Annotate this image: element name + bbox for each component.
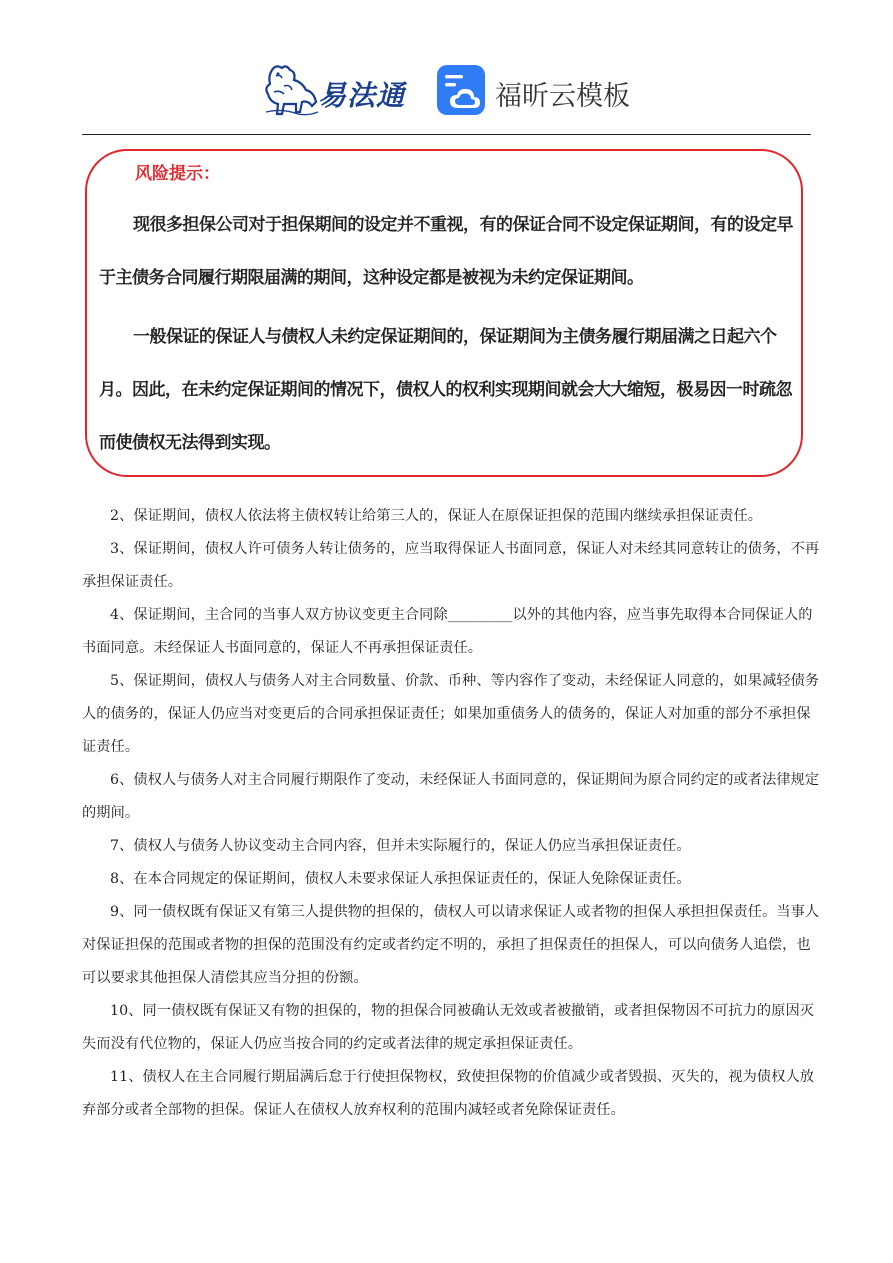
fuxin-brand-text: 福昕云模板 bbox=[495, 81, 630, 112]
risk-notice-title: 风险提示： bbox=[135, 164, 220, 184]
page-header bbox=[0, 58, 893, 122]
clause-2: 2、保证期间，债权人依法将主债权转让给第三人的，保证人在原保证担保的范围内继续承担保证责任。 bbox=[110, 508, 763, 524]
clause-9: 9、同一债权既有保证又有第三人提供物的担保的，债权人可以请求保证人或者物的担保人承担担保责任。当事人对保证担保的范围或者物的担保的范围没有约定或者约定不明的，承担了担保责任的担保人，可以向债务人追偿，也可以要求其他担保人清偿其应当分担的份额。 bbox=[82, 904, 820, 986]
risk-notice-paragraph: 一般保证的保证人与债权人未约定保证期间的，保证期间为主债务履行期届满之日起六个月。因此，在未约定保证期间的情况下，债权人的权利实现期间就会大大缩短，极易因一时疏忽而使债权无法得到实现。 bbox=[99, 327, 792, 453]
document-cloud-icon bbox=[436, 64, 486, 116]
contract-clauses bbox=[82, 500, 822, 1127]
risk-notice-paragraph: 现很多担保公司对于担保期间的设定并不重视，有的保证合同不设定保证期间，有的设定早于主债务合同履行期限届满的期间，这种设定都是被视为未约定保证期间。 bbox=[99, 215, 793, 288]
clause-11: 11、债权人在主合同履行期届满后怠于行使担保物权，致使担保物的价值减少或者毁损、灭失的，视为债权人放弃部分或者全部物的担保。保证人在债权人放弃权利的范围内减轻或者免除保证责任。 bbox=[82, 1069, 815, 1118]
risk-notice-box bbox=[85, 149, 803, 477]
clause-4: 4、保证期间，主合同的当事人双方协议变更主合同除_________以外的其他内容，应当事先取得本合同保证人的书面同意。未经保证人书面同意的，保证人不再承担保证责任。 bbox=[82, 607, 813, 656]
clause-6: 6、债权人与债务人对主合同履行期限作了变动，未经保证人书面同意的，保证期间为原合同约定的或者法律规定的期间。 bbox=[82, 772, 820, 821]
header-divider bbox=[82, 134, 811, 135]
clause-7: 7、债权人与债务人协议变动主合同内容，但并未实际履行的，保证人仍应当承担保证责任。 bbox=[110, 838, 691, 854]
yifatong-logo bbox=[262, 62, 412, 118]
clause-8: 8、在本合同规定的保证期间，债权人未要求保证人承担保证责任的，保证人免除保证责任。 bbox=[110, 871, 691, 887]
yifatong-brand-text: 易法通 bbox=[318, 79, 406, 112]
clause-3: 3、保证期间，债权人许可债务人转让债务的，应当取得保证人书面同意，保证人对未经其同意转让的债务，不再承担保证责任。 bbox=[82, 541, 820, 590]
qilin-icon bbox=[262, 62, 320, 118]
fuxin-template-logo bbox=[436, 64, 636, 116]
clause-5: 5、保证期间，债权人与债务人对主合同数量、价款、币种、等内容作了变动，未经保证人同意的，如果减轻债务人的债务的，保证人仍应当对变更后的合同承担保证责任；如果加重债务人的债务的，保证人对加重的部分不承担保证责任。 bbox=[82, 673, 820, 755]
clause-10: 10、同一债权既有保证又有物的担保的，物的担保合同被确认无效或者被撤销，或者担保物因不可抗力的原因灭失而没有代位物的，保证人仍应当按合同的约定或者法律的规定承担保证责任。 bbox=[82, 1003, 815, 1052]
